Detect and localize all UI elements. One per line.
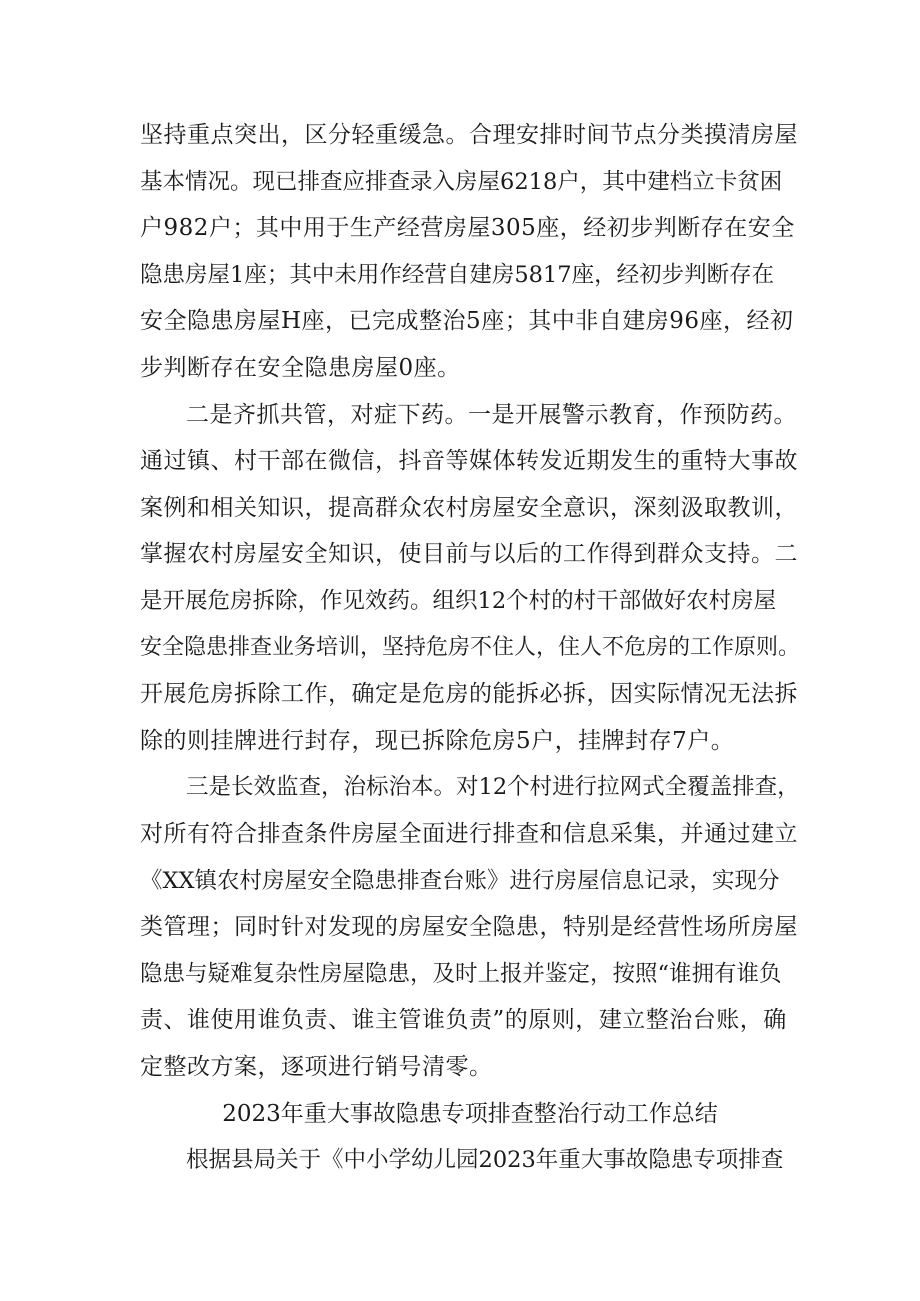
paragraph-3-line-6: 责、谁使用谁负责、谁主管谁负责”的原则，建立整治台账，确 [140,1007,787,1033]
paragraph-1-line-4: 隐患房屋1座；其中未用作经营自建房5817座，经初步判断存在 [140,262,775,288]
paragraph-1-line-1: 坚持重点突出，区分轻重缓急。合理安排时间节点分类摸清房屋 [140,122,798,148]
paragraph-2-line-3: 案例和相关知识，提高群众农村房屋安全意识，深刻汲取教训， [140,495,798,521]
paragraph-3-line-4: 类管理；同时针对发现的房屋安全隐患，特别是经营性场所房屋 [140,914,798,940]
paragraph-1-line-3: 户982户；其中用于生产经营房屋305座，经初步判断存在安全 [140,215,795,241]
paragraph-1-line-5: 安全隐患房屋H座，已完成整治5座；其中非自建房96座，经初 [140,308,794,334]
paragraph-2-line-6: 安全隐患排查业务培训，坚持危房不住人，住人不危房的工作原则。 [140,635,800,660]
paragraph-2-line-1: 二是齐抓共管，对症下药。一是开展警示教育，作预防药。 [186,402,797,428]
paragraph-2-line-4: 掌握农村房屋安全知识，使目前与以后的工作得到群众支持。二 [140,541,798,567]
paragraph-4-line-1: 根据县局关于《中小学幼儿园2023年重大事故隐患专项排查 [186,1147,784,1173]
paragraph-3-line-1: 三是长效监查，治标治本。对12个村进行拉网式全覆盖排查， [186,774,800,800]
paragraph-3-line-5: 隐患与疑难复杂性房屋隐患，及时上报并鉴定，按照“谁拥有谁负 [140,961,782,987]
paragraph-1-line-2: 基本情况。现已排查应排查录入房屋6218户，其中建档立卡贫困 [140,169,783,195]
paragraph-2-line-2: 通过镇、村干部在微信，抖音等媒体转发近期发生的重特大事故 [140,448,798,474]
paragraph-2-line-7: 开展危房拆除工作，确定是危房的能拆必拆，因实际情况无法拆 [140,681,798,707]
paragraph-3-line-2: 对所有符合排查条件房屋全面进行排查和信息采集，并通过建立 [140,821,798,847]
paragraph-1-line-6: 步判断存在安全隐患房屋0座。 [140,355,461,381]
section-heading: 2023年重大事故隐患专项排查整治行动工作总结 [222,1101,718,1127]
paragraph-2-line-5: 是开展危房拆除，作见效药。组织12个村的村干部做好农村房屋 [140,588,777,614]
paragraph-3-line-3: 《XX镇农村房屋安全隐患排查台账》进行房屋信息记录，实现分 [140,868,780,894]
paragraph-3-line-7: 定整改方案，逐项进行销号清零。 [140,1054,493,1080]
paragraph-2-line-8: 除的则挂牌进行封存，现已拆除危房5户，挂牌封存7户。 [140,728,735,754]
